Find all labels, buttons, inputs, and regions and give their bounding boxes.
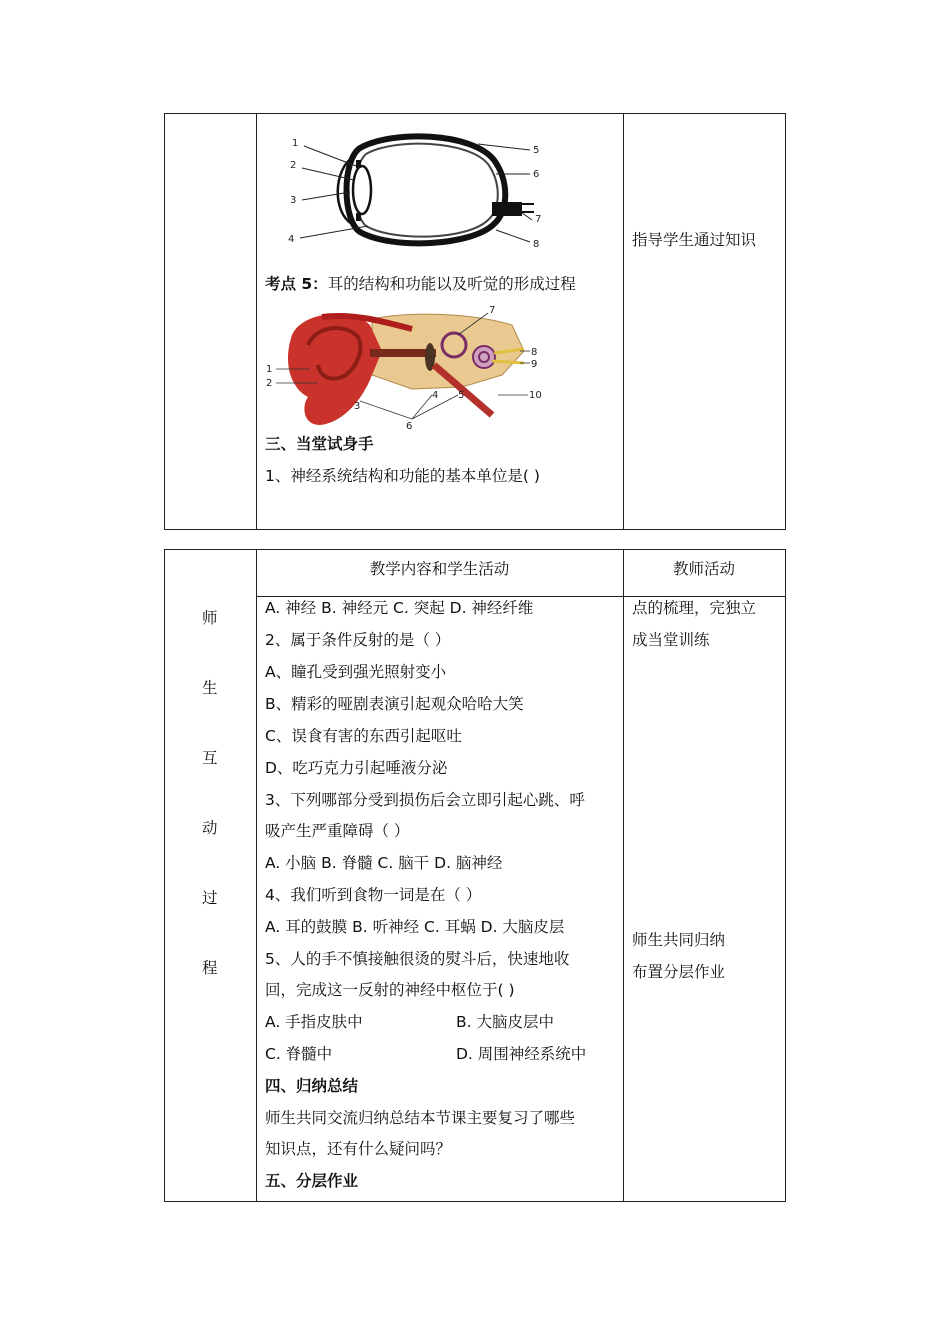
- header-divider: [256, 596, 785, 597]
- ear-label-4: 4: [432, 390, 439, 401]
- content-line: B、精彩的哑剧表演引起观众哈哈大笑: [265, 695, 524, 713]
- eye-label-3: 3: [290, 195, 297, 206]
- question-1: 1、神经系统结构和功能的基本单位是( ): [265, 467, 540, 485]
- teacher-activity-2: 成当堂训练: [632, 631, 710, 649]
- ear-structure-diagram: [262, 305, 552, 430]
- ear-label-3: 3: [354, 401, 361, 412]
- eye-label-1: 1: [292, 138, 299, 149]
- eye-label-6: 6: [533, 169, 540, 180]
- column-divider: [256, 114, 257, 529]
- content-line: 回，完成这一反射的神经中枢位于( ): [265, 981, 515, 999]
- column-divider: [623, 114, 624, 529]
- eye-label-2: 2: [290, 160, 297, 171]
- content-line: A. 小脑 B. 脊髓 C. 脑干 D. 脑神经: [265, 854, 503, 872]
- side-char-6: 程: [202, 959, 218, 977]
- q5-option-b: B. 大脑皮层中: [456, 1013, 554, 1031]
- ear-label-8: 8: [531, 347, 538, 358]
- side-char-3: 互: [202, 749, 218, 767]
- content-line: 2、属于条件反射的是（ ）: [265, 631, 451, 649]
- content-line: C、误食有害的东西引起呕吐: [265, 727, 462, 745]
- content-line: 4、我们听到食物一词是在（ ）: [265, 886, 482, 904]
- q5-option-a: A. 手指皮肤中: [265, 1013, 363, 1031]
- q5-option-d: D. 周围神经系统中: [456, 1045, 587, 1063]
- side-char-4: 动: [202, 819, 218, 837]
- ear-label-2: 2: [266, 378, 273, 389]
- section-3-title: 三、当堂试身手: [265, 435, 374, 453]
- header-content: 教学内容和学生活动: [369, 560, 510, 578]
- summary-line-1: 师生共同交流归纳总结本节课主要复习了哪些: [265, 1109, 576, 1127]
- ear-label-7: 7: [489, 305, 496, 316]
- ear-label-5: 5: [458, 390, 465, 401]
- ear-label-9: 9: [531, 359, 538, 370]
- content-line: A、瞳孔受到强光照射变小: [265, 663, 447, 681]
- q5-option-c: C. 脊髓中: [265, 1045, 333, 1063]
- ear-label-6: 6: [406, 421, 413, 432]
- section-4-title: 四、归纳总结: [265, 1077, 359, 1095]
- content-line: 3、下列哪部分受到损伤后会立即引起心跳、呼: [265, 791, 585, 809]
- teacher-note-1: 指导学生通过知识: [632, 231, 757, 249]
- eye-structure-diagram: [282, 130, 552, 265]
- teacher-activity-4: 布置分层作业: [632, 963, 726, 981]
- header-teacher: 教师活动: [672, 560, 735, 578]
- content-line: A. 耳的鼓膜 B. 听神经 C. 耳蜗 D. 大脑皮层: [265, 918, 565, 936]
- kaodian-5-heading: [265, 274, 576, 294]
- column-divider: [623, 550, 624, 1201]
- content-line: D、吃巧克力引起唾液分泌: [265, 759, 448, 777]
- eye-label-8: 8: [533, 239, 540, 250]
- eye-label-5: 5: [533, 145, 540, 156]
- summary-line-2: 知识点，还有什么疑问吗？: [265, 1140, 452, 1158]
- teacher-activity-3: 师生共同归纳: [632, 931, 726, 949]
- kaodian-label: 考点 5：: [265, 275, 328, 293]
- side-char-1: 师: [202, 609, 218, 627]
- ear-label-10: 10: [529, 390, 542, 401]
- teacher-activity-1: 点的梳理，完独立: [632, 599, 757, 617]
- eye-label-4: 4: [288, 234, 295, 245]
- ear-label-1: 1: [266, 364, 273, 375]
- column-divider: [256, 550, 257, 1201]
- side-char-2: 生: [202, 679, 218, 697]
- kaodian-text: 耳的结构和功能以及听觉的形成过程: [327, 275, 576, 293]
- content-line: A. 神经 B. 神经元 C. 突起 D. 神经纤维: [265, 599, 534, 617]
- eye-label-7: 7: [535, 214, 542, 225]
- content-line: 吸产生严重障碍（ ）: [265, 822, 410, 840]
- content-line: 5、人的手不慎接触很烫的熨斗后，快速地收: [265, 950, 570, 968]
- side-char-5: 过: [202, 889, 218, 907]
- section-5-title: 五、分层作业: [265, 1172, 359, 1190]
